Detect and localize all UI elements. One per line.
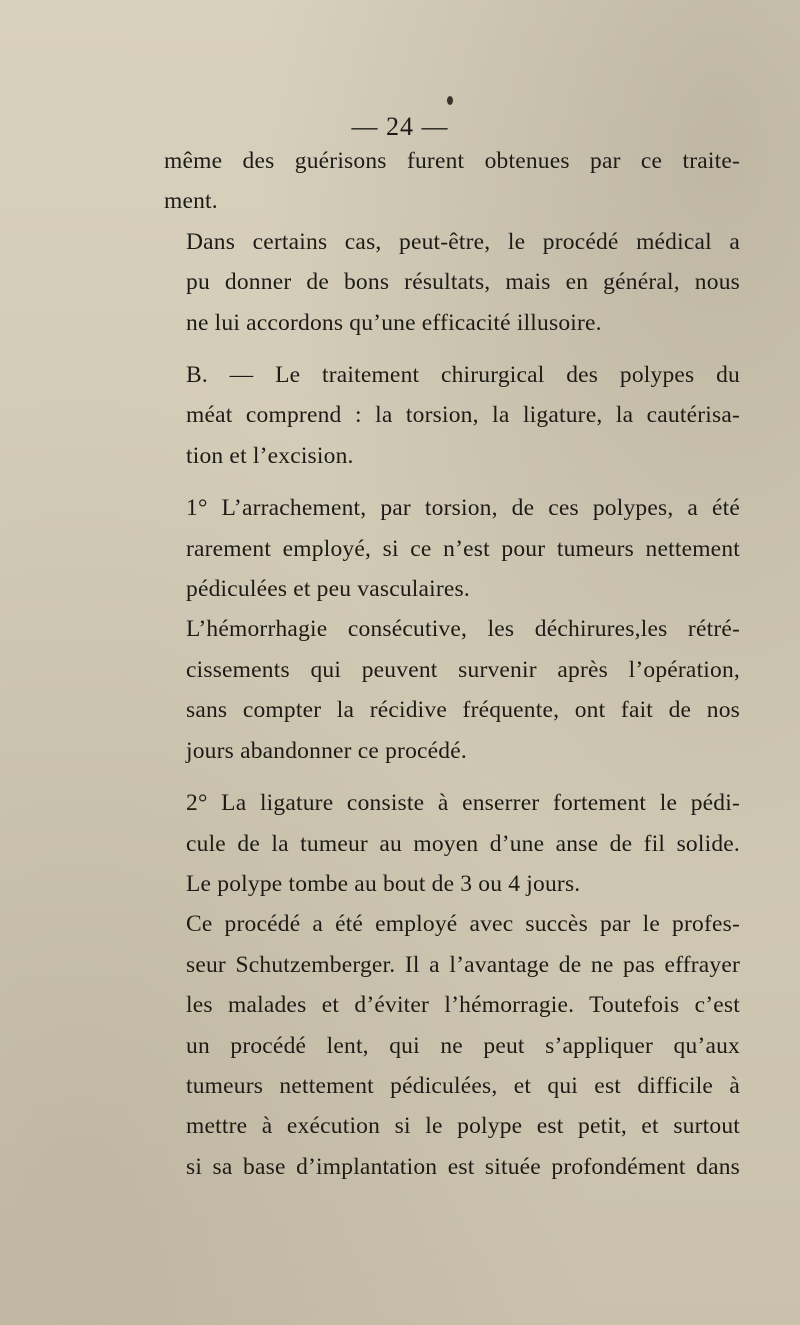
text-line: sans compter la récidive fréquente, ont fait de nos: [186, 697, 740, 724]
text-line: jours abandonner ce procédé.: [186, 737, 467, 764]
paragraph: [164, 141, 740, 222]
text-line: tion et l’excision.: [186, 442, 354, 469]
text-line: 2° La ligature consiste à enserrer fortement le pédi-: [186, 790, 740, 817]
text-line: Ce procédé a été employé avec succès par le profes-: [186, 911, 740, 938]
text-line: mettre à exécution si le polype est petit, et surtout: [186, 1113, 740, 1140]
text-line: pédiculées et peu vasculaires.: [186, 576, 470, 603]
paragraph: [164, 222, 740, 343]
paragraph: [164, 904, 740, 1187]
text-line: même des guérisons furent obtenues par ce traite-: [164, 148, 740, 174]
page-number: — 24 —: [351, 112, 449, 141]
text-line: rarement employé, si ce n’est pour tumeurs nettement: [186, 535, 740, 562]
text-line: tumeurs nettement pédiculées, et qui est difficile à: [186, 1072, 740, 1099]
text-line: les malades et d’éviter l’hémorragie. Toutefois c’est: [186, 992, 740, 1019]
text-line: un procédé lent, qui ne peut s’appliquer qu’aux: [186, 1032, 740, 1059]
text-line: seur Schutzemberger. Il a l’avantage de ne pas effrayer: [186, 951, 740, 978]
text-line: cule de la tumeur au moyen d’une anse de fil solide.: [186, 830, 740, 857]
text-line: pu donner de bons résultats, mais en général, nous: [186, 269, 740, 296]
text-line: cissements qui peuvent survenir après l’opération,: [186, 656, 740, 683]
paragraph: [164, 355, 740, 476]
text-line: B. — Le traitement chirurgical des polypes du: [186, 362, 740, 389]
paragraph: [164, 783, 740, 904]
text-line: si sa base d’implantation est située profondément dans: [186, 1153, 740, 1180]
text-line: L’hémorrhagie consécutive, les déchirures,les rétré-: [186, 616, 740, 643]
text-line: 1° L’arrachement, par torsion, de ces polypes, a été: [186, 495, 740, 522]
paragraph: [164, 488, 740, 609]
ink-dot: [447, 96, 453, 105]
paragraph: [164, 609, 740, 771]
text-line: ment.: [164, 188, 218, 215]
body-text: [164, 141, 740, 1187]
text-line: Le polype tombe au bout de 3 ou 4 jours.: [186, 870, 581, 897]
text-line: ne lui accordons qu’une efficacité illusoire.: [186, 309, 602, 336]
text-line: méat comprend : la torsion, la ligature, la cautérisa-: [186, 402, 740, 429]
text-line: Dans certains cas, peut-être, le procédé médical a: [186, 228, 740, 255]
